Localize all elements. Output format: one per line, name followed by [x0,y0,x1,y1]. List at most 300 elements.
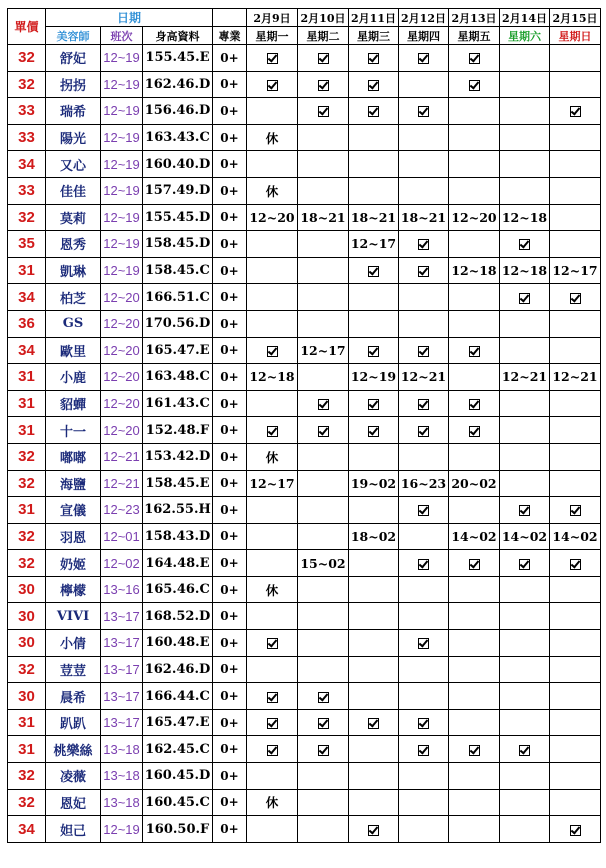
schedule-cell [500,683,550,710]
date-header: 2月12日 [399,9,449,27]
body-cell: 162.46.D [143,71,213,98]
checkbox-checked-icon [267,80,278,91]
schedule-cell [500,763,550,790]
schedule-cell [449,310,500,337]
schedule-cell [349,763,399,790]
table-row [8,310,601,337]
body-cell: 160.45.C [143,789,213,816]
body-cell: 153.42.D [143,443,213,470]
pro-cell: 0+ [213,630,247,657]
header-row-columns [8,27,601,45]
price-cell: 32 [8,550,46,577]
weekday-header: 星期六 [500,27,550,45]
schedule-cell [298,151,349,178]
schedule-cell [247,284,298,311]
table-row [8,337,601,364]
schedule-cell [449,497,500,524]
schedule-cell [298,470,349,497]
name-cell: 歐里 [46,337,101,364]
checkbox-checked-icon [267,53,278,64]
date-header: 2月15日 [550,9,601,27]
checkbox-checked-icon [469,399,480,410]
schedule-cell [550,789,601,816]
schedule-cell [399,763,449,790]
schedule-cell [449,576,500,603]
pro-cell: 0+ [213,523,247,550]
pro-cell: 0+ [213,284,247,311]
schedule-cell [550,337,601,364]
schedule-cell [298,736,349,763]
schedule-cell [500,71,550,98]
schedule-cell [449,683,500,710]
schedule-cell [247,816,298,843]
table-row [8,364,601,391]
schedule-cell [298,763,349,790]
shift-cell: 12~23 [101,497,143,524]
schedule-cell: 15~02 [298,550,349,577]
schedule-cell [449,656,500,683]
checkbox-checked-icon [570,559,581,570]
pro-cell: 0+ [213,443,247,470]
body-cell: 158.45.D [143,231,213,258]
pro-cell: 0+ [213,45,247,72]
schedule-cell: 14~02 [449,523,500,550]
pro-cell: 0+ [213,337,247,364]
name-cell: 貂蟬 [46,390,101,417]
checkbox-checked-icon [418,346,429,357]
schedule-cell: 休 [247,177,298,204]
schedule-cell [500,603,550,630]
schedule-cell [298,789,349,816]
checkbox-checked-icon [267,745,278,756]
schedule-cell [298,576,349,603]
checkbox-checked-icon [368,53,379,64]
body-cell: 166.51.C [143,284,213,311]
shift-cell: 12~20 [101,337,143,364]
table-row [8,603,601,630]
pro-cell: 0+ [213,390,247,417]
schedule-cell: 12~17 [247,470,298,497]
name-cell: 凌薇 [46,763,101,790]
table-row [8,816,601,843]
checkbox-checked-icon [418,505,429,516]
pro-cell: 0+ [213,231,247,258]
schedule-cell [399,98,449,125]
checkbox-checked-icon [418,399,429,410]
schedule-cell [550,151,601,178]
schedule-cell [399,337,449,364]
schedule-cell [349,71,399,98]
shift-cell: 12~19 [101,71,143,98]
schedule-cell [349,151,399,178]
schedule-cell [349,45,399,72]
weekday-header: 星期四 [399,27,449,45]
table-row [8,204,601,231]
schedule-cell [449,763,500,790]
blank-header [213,9,247,27]
schedule-cell: 12~18 [500,204,550,231]
body-cell: 160.45.D [143,763,213,790]
name-cell: 柏芝 [46,284,101,311]
pro-cell: 0+ [213,364,247,391]
schedule-cell [298,497,349,524]
price-cell: 31 [8,257,46,284]
schedule-cell [298,816,349,843]
shift-cell: 12~20 [101,310,143,337]
shift-cell: 13~16 [101,576,143,603]
schedule-cell [349,497,399,524]
schedule-cell [449,151,500,178]
shift-cell: 12~19 [101,257,143,284]
schedule-cell [550,497,601,524]
pro-cell: 0+ [213,736,247,763]
schedule-cell [399,257,449,284]
pro-cell: 0+ [213,683,247,710]
schedule-cell [247,603,298,630]
weekday-header: 星期一 [247,27,298,45]
schedule-cell [298,523,349,550]
name-cell: 又心 [46,151,101,178]
schedule-cell [399,284,449,311]
schedule-cell [349,177,399,204]
schedule-cell [500,284,550,311]
checkbox-checked-icon [368,399,379,410]
schedule-cell [298,45,349,72]
price-cell: 36 [8,310,46,337]
price-cell: 34 [8,284,46,311]
schedule-cell [399,417,449,444]
schedule-cell [399,443,449,470]
checkbox-checked-icon [519,293,530,304]
table-row [8,470,601,497]
shift-cell: 13~17 [101,656,143,683]
schedule-cell: 18~02 [349,523,399,550]
schedule-cell [449,45,500,72]
schedule-cell [298,71,349,98]
checkbox-checked-icon [418,745,429,756]
checkbox-checked-icon [469,426,480,437]
pro-cell: 0+ [213,603,247,630]
schedule-cell [449,98,500,125]
price-cell: 32 [8,71,46,98]
name-cell: 趴趴 [46,709,101,736]
table-row [8,390,601,417]
pro-cell: 0+ [213,417,247,444]
schedule-cell [349,310,399,337]
schedule-cell [399,390,449,417]
price-cell: 31 [8,417,46,444]
table-row [8,576,601,603]
name-cell: 宣儀 [46,497,101,524]
schedule-cell [399,310,449,337]
checkbox-checked-icon [570,106,581,117]
pro-cell: 0+ [213,98,247,125]
table-row [8,709,601,736]
body-cell: 162.45.C [143,736,213,763]
schedule-cell [247,630,298,657]
pro-cell: 0+ [213,470,247,497]
schedule-cell [500,630,550,657]
weekday-header: 星期五 [449,27,500,45]
price-cell: 30 [8,603,46,630]
name-cell: 凱琳 [46,257,101,284]
schedule-cell [449,443,500,470]
shift-cell: 12~21 [101,470,143,497]
schedule-cell [449,550,500,577]
checkbox-checked-icon [368,426,379,437]
schedule-cell: 休 [247,124,298,151]
schedule-cell [399,656,449,683]
schedule-cell [399,709,449,736]
schedule-cell [500,443,550,470]
schedule-cell [298,603,349,630]
schedule-cell [399,151,449,178]
name-header: 美容師 [46,27,101,45]
schedule-cell: 12~19 [349,364,399,391]
name-cell: 恩秀 [46,231,101,258]
price-cell: 35 [8,231,46,258]
price-cell: 32 [8,763,46,790]
checkbox-checked-icon [469,53,480,64]
body-cell: 162.46.D [143,656,213,683]
body-cell: 165.47.E [143,709,213,736]
schedule-cell [349,98,399,125]
pro-cell: 0+ [213,310,247,337]
name-cell: 舒妃 [46,45,101,72]
name-cell: 羽恩 [46,523,101,550]
weekday-header: 星期二 [298,27,349,45]
schedule-cell [399,550,449,577]
schedule-cell [247,497,298,524]
schedule-cell [500,417,550,444]
name-cell: GS [46,310,101,337]
checkbox-checked-icon [267,346,278,357]
schedule-cell [399,603,449,630]
table-row [8,98,601,125]
schedule-cell [247,231,298,258]
body-cell: 161.43.C [143,390,213,417]
pro-cell: 0+ [213,816,247,843]
schedule-cell [399,816,449,843]
schedule-cell [550,709,601,736]
shift-cell: 12~20 [101,364,143,391]
pro-cell: 0+ [213,656,247,683]
price-cell: 33 [8,124,46,151]
schedule-cell [550,736,601,763]
pro-cell: 0+ [213,257,247,284]
table-row [8,417,601,444]
schedule-cell: 休 [247,789,298,816]
checkbox-checked-icon [318,106,329,117]
name-cell: 陽光 [46,124,101,151]
table-row [8,124,601,151]
schedule-cell [247,656,298,683]
price-cell: 32 [8,470,46,497]
schedule-cell [349,124,399,151]
schedule-cell: 12~21 [550,364,601,391]
schedule-cell: 16~23 [399,470,449,497]
schedule-cell [550,630,601,657]
schedule-cell [399,231,449,258]
checkbox-checked-icon [318,718,329,729]
schedule-cell [550,417,601,444]
schedule-cell [399,576,449,603]
schedule-cell: 12~18 [500,257,550,284]
schedule-cell [349,337,399,364]
price-cell: 34 [8,337,46,364]
schedule-cell [550,71,601,98]
checkbox-checked-icon [469,745,480,756]
schedule-cell [550,231,601,258]
body-cell: 158.43.D [143,523,213,550]
shift-cell: 13~17 [101,603,143,630]
schedule-cell [550,470,601,497]
schedule-cell [399,683,449,710]
checkbox-checked-icon [519,505,530,516]
body-cell: 157.49.D [143,177,213,204]
checkbox-checked-icon [418,53,429,64]
schedule-cell: 18~21 [298,204,349,231]
pro-cell: 0+ [213,71,247,98]
schedule-cell [247,151,298,178]
schedule-table [7,8,601,843]
checkbox-checked-icon [418,638,429,649]
schedule-cell [247,337,298,364]
pro-cell: 0+ [213,204,247,231]
schedule-cell: 12~21 [500,364,550,391]
price-cell: 32 [8,656,46,683]
schedule-cell: 12~18 [247,364,298,391]
schedule-cell: 18~21 [349,204,399,231]
date-header: 2月13日 [449,9,500,27]
checkbox-checked-icon [318,426,329,437]
pro-cell: 0+ [213,497,247,524]
schedule-cell: 休 [247,576,298,603]
body-cell: 160.50.F [143,816,213,843]
schedule-cell [500,550,550,577]
checkbox-checked-icon [570,825,581,836]
shift-header: 班次 [101,27,143,45]
schedule-cell [449,603,500,630]
name-cell: 妲己 [46,816,101,843]
shift-cell: 13~18 [101,763,143,790]
schedule-cell [298,656,349,683]
schedule-cell: 12~17 [550,257,601,284]
price-cell: 33 [8,177,46,204]
body-cell: 164.48.E [143,550,213,577]
checkbox-checked-icon [368,80,379,91]
table-row [8,45,601,72]
schedule-cell [399,523,449,550]
schedule-cell [298,284,349,311]
schedule-cell [449,709,500,736]
schedule-cell: 12~18 [449,257,500,284]
checkbox-checked-icon [318,745,329,756]
checkbox-checked-icon [519,239,530,250]
schedule-cell [550,656,601,683]
schedule-cell [500,390,550,417]
weekday-header: 星期三 [349,27,399,45]
table-row [8,683,601,710]
schedule-cell: 19~02 [349,470,399,497]
price-cell: 32 [8,45,46,72]
pro-cell: 0+ [213,763,247,790]
schedule-cell: 20~02 [449,470,500,497]
table-row [8,71,601,98]
schedule-cell [349,816,399,843]
checkbox-checked-icon [570,293,581,304]
schedule-cell: 12~21 [399,364,449,391]
checkbox-checked-icon [318,53,329,64]
body-cell: 160.48.E [143,630,213,657]
schedule-cell [449,284,500,311]
schedule-cell [298,709,349,736]
schedule-cell [247,257,298,284]
schedule-cell [550,550,601,577]
schedule-cell [550,816,601,843]
price-cell: 32 [8,789,46,816]
shift-cell: 12~20 [101,390,143,417]
schedule-cell [349,630,399,657]
schedule-cell [449,124,500,151]
price-cell: 34 [8,816,46,843]
checkbox-checked-icon [318,399,329,410]
schedule-cell [500,124,550,151]
pro-cell: 0+ [213,151,247,178]
schedule-cell [500,789,550,816]
checkbox-checked-icon [570,505,581,516]
table-row [8,284,601,311]
shift-cell: 12~01 [101,523,143,550]
schedule-cell [298,683,349,710]
schedule-cell [247,550,298,577]
schedule-cell [247,709,298,736]
schedule-cell [550,284,601,311]
name-cell: 奶姬 [46,550,101,577]
body-cell: 165.46.C [143,576,213,603]
price-cell: 32 [8,204,46,231]
header-row-dates [8,9,601,27]
schedule-cell: 14~02 [500,523,550,550]
schedule-cell [349,550,399,577]
date-header: 2月14日 [500,9,550,27]
checkbox-checked-icon [267,718,278,729]
schedule-cell [449,390,500,417]
schedule-cell [298,124,349,151]
schedule-cell: 18~21 [399,204,449,231]
table-row [8,656,601,683]
schedule-cell [449,364,500,391]
body-cell: 160.40.D [143,151,213,178]
schedule-cell [449,231,500,258]
schedule-cell [550,763,601,790]
schedule-cell [298,231,349,258]
shift-cell: 12~19 [101,151,143,178]
schedule-cell [298,630,349,657]
price-header: 單價 [8,9,46,45]
schedule-cell [399,497,449,524]
checkbox-checked-icon [318,80,329,91]
schedule-sheet [7,8,601,843]
checkbox-checked-icon [267,638,278,649]
schedule-cell [349,257,399,284]
schedule-cell [247,45,298,72]
schedule-cell [449,177,500,204]
body-cell: 163.48.C [143,364,213,391]
schedule-cell: 14~02 [550,523,601,550]
schedule-cell [298,177,349,204]
schedule-cell [550,576,601,603]
